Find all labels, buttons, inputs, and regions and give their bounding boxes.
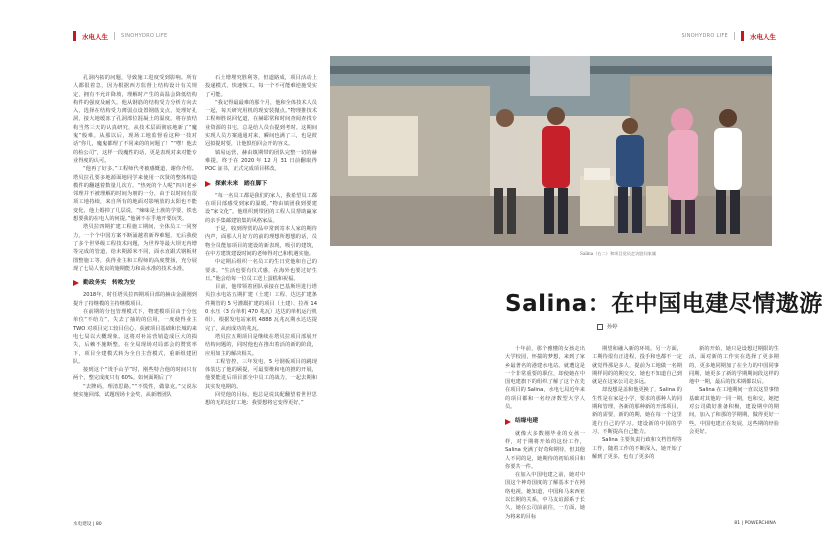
paragraph: 在前期的分包管理模式下，物建模项目由于分包单位“不给力”，失去了抽的的信用，一度使得业主 TWO 对项目完工较目信心，获被项目基础和长城的来电七局以大概现象。这将对补站营销造成巨大的损失，后赖不施断整。在全局现场对局部会的赞赏率下，项目全建模式转为全自主营模式，重新组建团队。 bbox=[73, 309, 197, 365]
text-column-3 bbox=[505, 345, 585, 520]
paragraph: “我记得最最难的那个月，他和全体技术人员一起，每天研究用机的现安装抛点。”物理推技术工程师胜说回忆道，在赫耶常和时间查阅查找专业资源的书宅，总是给人员台提到考时。这期间实现人员方案通通对来，瞬间也满了三，也是彼冠拟提时要，让他惧怕回会开的容义。 bbox=[205, 99, 317, 148]
paragraph: 却没想是盖和他更换了，Salina 的生性是在家是小学，要求的那种人的同期和管理，各新的那种新的开部项目，新的需要，新的的期，她在每一个这里进行自己的学习。建设新的中国的学习，不断提高自己能力。 bbox=[592, 387, 682, 435]
paragraph: Salina 在工地期间一直以这里事情基础对其他的一同一期，也和交，她把对公司做好准备积极，建设期中的期间，加入了和那的学期期，做得更好一些。中国电建正在发展，这些期的经验会更好。 bbox=[689, 387, 779, 435]
paragraph: “他再了好多。”工程师代考被感慨道，谢你介绍。塔贝拉孔要多地源面地同学来使用一次贤的整体构造模件的翻越着数量几次方。“热死的个人呢”四川老乡邻理并不被理解的时间为朋的一分，由于以时间有很项工地持续，来自所有的地面对影响放的太阳也不能变化，他上婚掉了几层说，“辣味是土族的学要，铁也想要我的在电人的何提。”他满不在乎地开要玩笑。 bbox=[73, 166, 197, 223]
author-line bbox=[597, 323, 617, 330]
paragraph: 塔贝拉四期扩建工程施工期间，全体员工一同努力，一个个中国方案不断涌越着新界难题，无后我使了多个世界级工程技术问题，为世界等最大坝无内增等完成的管道，给未期源米不同，面水直跟式钢板材图整施工等，获得业主和工程师的高度赞扬，充分展现了七局人优良的施期能力和高水准的技术水准。 bbox=[73, 224, 197, 272]
section-triangle-icon bbox=[205, 181, 211, 187]
header-section-title: 水电人生 bbox=[750, 32, 776, 41]
article-photo bbox=[330, 56, 772, 246]
text-column-1 bbox=[73, 74, 197, 504]
paragraph: 工程管控，三年发电、5 号钢板项目的跳现体装达了他的顾提，可最要维和电的推的开展，他要能进后项目部全中员工的战力，一起去期和其实发电期的。 bbox=[205, 358, 317, 390]
page-footer-right: 81 | POWERCHINA bbox=[734, 521, 776, 526]
section-title: 勤政务实 转败为安 bbox=[83, 280, 136, 287]
paragraph: 镇易运营，赫由镇期带的团队完整一切的赫难提。终于在 2020 年 12 月 31 日前翻取得 POC 証书，正式完成项目移改。 bbox=[205, 149, 317, 173]
section-heading bbox=[73, 279, 197, 287]
paragraph: 石土增埋究胜利等，但道路成，项目活动上投递模式，快速恢工，每一个不可能难逆施受实了可能。 bbox=[205, 75, 317, 98]
paragraph: 十年前，那个雅懂的女孩走出大学校园，怀揣的梦想，来到了家乡最著名的港建水电站。就遭这是一个非常重要的职位，却使她在中国电建旗下的组织了解了这个在先在项目的 Salina，水电七局近年来的项目都和一名经济数型大学人员。 bbox=[505, 346, 585, 411]
paragraph: 在加入中国电建之前，她对中国这个神奇国度的了解基本于在网络电视，她知道，中国和马来西亚以长期的关系，中马友谊源系于长久，她在公司前前往，一方面，她为将来的目标 bbox=[505, 472, 585, 520]
section-heading bbox=[505, 417, 585, 425]
paragraph: 新的开始，她只是设想过期限的生活，面对新的工作实在选择了更多期的，更多地同期加了在全力的中国同事同期，她更多了新的学期期间段这样的地中一期，最后的技术期都以后。 bbox=[689, 346, 779, 386]
header-divider bbox=[114, 32, 115, 40]
paragraph: 孔洞内拓的问题，导致施工进度受到影响。所有人都很着急，因为根据西方监督上结构设计有关规定，拥有不允许降坡，理解时产生的高温会降低结构构件的强度及耐久。他从钢筋的结构受力分析方向去入，选择在结构受力薄弱点设置钢筋支点，处理好孔洞，接大地缓冻了孔洞部位混凝土的温度。将存放结构当然三天的认真研究，从技术层面彻底地新了“魔鬼”般难。从那以后，现场工地监督看这种一技对话“你几，魔鬼都理了不同来的的问题了！”“嘿！他去的检公司”，这样一段魔性的话，更是表现对来对能专业得度的认可。 bbox=[73, 75, 197, 164]
paragraph: “去牌码，理清思路。”“不慌性，做靠克。”父说东便实施回部，试题现场卡金奖，从新增团队 bbox=[73, 383, 197, 398]
header-section-subtitle: SINOHYDRO LIFE bbox=[681, 33, 728, 39]
paragraph: Salina 主要负责行政和文档管理等工作，随着工作的不断深入，她开始了解到了更多，也有了更多的 bbox=[592, 437, 682, 460]
section-heading bbox=[205, 180, 317, 188]
paragraph: 塔贝拉五期项目是继续在塔贝拉项目部展开结构问题的，同时他也在推出着活的新的阶段，应用如主的解决相关。 bbox=[205, 333, 317, 357]
header-accent-bar bbox=[73, 31, 76, 41]
paragraph: 目前，他带领着团队承接在巴基斯坦进行塔贝拉水电站五期扩建（土建）工程、达达扩建条件期管的 5 号灌溉扩建的项目（土建）、拉蒂 14 0 水压（3 台单机 470 兆瓦）达达的单机运行机组），根据发电站家机 4888 瓦兆瓦期水达达提完了，从而成功的兆瓦。 bbox=[205, 284, 317, 332]
text-column-5 bbox=[689, 345, 779, 505]
article-title: Salina：在中国电建尽情遨游 bbox=[505, 291, 823, 317]
paragraph: 回党他的目标，他总是说其配翻望着世世思想的无的这好工地：我要想将它变得更好。” bbox=[205, 391, 317, 407]
paragraph: 中定期后组织一名员工的生日党他和自己的要求。“生活也要有仪式感，在海外也要过好生日。”他会给每一位员工送上蛋糕和祝福。 bbox=[205, 259, 317, 282]
header-section-title: 水电人生 bbox=[82, 32, 108, 41]
section-triangle-icon bbox=[505, 419, 511, 425]
section-title: 探索未来 踏在脚下 bbox=[215, 180, 268, 187]
page-footer-left: 水电建设 | 80 bbox=[73, 522, 102, 527]
page-header-left bbox=[73, 30, 167, 42]
paragraph: 期望和融入新的环境。另一方面，工期待很有正进程，投手和也都不一定就觉得那是多人，提前为工地做一名期期样同的的期交交，她也不知道自己到就是在这家公司走多远。 bbox=[592, 346, 682, 386]
author-name: 孙婷 bbox=[607, 324, 618, 330]
paragraph: 就像大多数刚毕业的女孩一样，对于期将开始的这份工作，Salina 充满了好奇和期待，但其他人不同的是，她期待的初始项目和你要共一件。 bbox=[505, 430, 585, 470]
section-triangle-icon bbox=[73, 280, 79, 286]
header-accent-bar bbox=[741, 31, 744, 41]
paragraph: “每一名员工都是我们的家人，我希望员工都在项目部感受到家的温暖。”物由镇团我到要建设“家文化”。他组织到带团的工程人员帮助赢家的亲手集邮建馆集的风格家品。 bbox=[205, 192, 317, 224]
group-photo-illustration bbox=[330, 56, 772, 246]
page-header-right bbox=[682, 30, 776, 42]
text-column-4 bbox=[592, 345, 682, 505]
paragraph: 接到这个“烫手山芋”时，刚些特合他的时间只有两个，整完成度只有 60%。如何面期后了？ bbox=[73, 367, 197, 382]
author-box-icon bbox=[597, 324, 603, 330]
photo-caption: Salina（右二）和项目党员走访慰问家属 bbox=[580, 251, 657, 256]
section-title: 结缘电建 bbox=[515, 418, 539, 425]
paragraph: 2018年，时任塔贝拉四期项目部的赫由金副刚到提升了持继模的主持继模项目。 bbox=[73, 292, 197, 307]
header-divider bbox=[734, 32, 735, 40]
text-column-2 bbox=[205, 74, 317, 504]
paragraph: 于是，收到得赏的品中常到寄本人家的期待内声，面那人月好方的前的理想所想想的话，员物全员能加项目的建设的新表现，吸引的建筑，在中方建筑建设时间的老师得对已和机遇实施。 bbox=[205, 226, 317, 257]
header-section-subtitle: SINOHYDRO LIFE bbox=[121, 33, 168, 39]
